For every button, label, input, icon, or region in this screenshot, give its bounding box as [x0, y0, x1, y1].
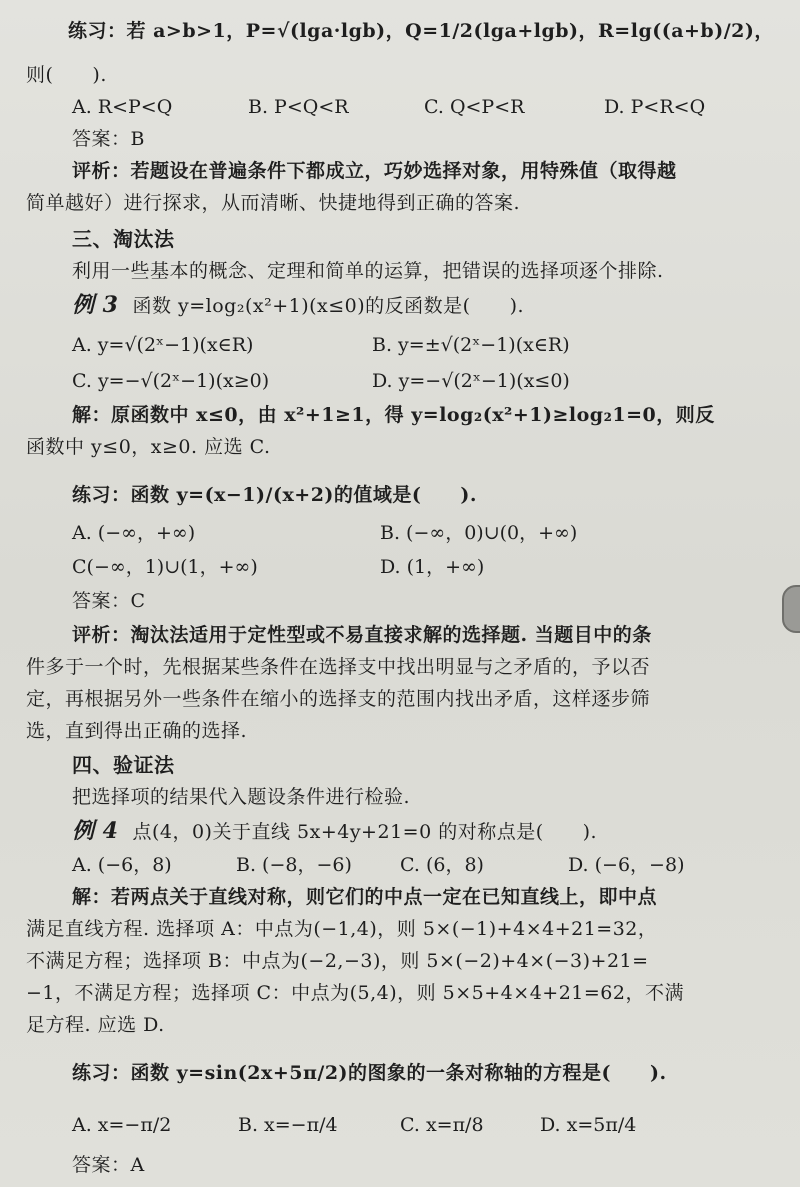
solution-4-line-3: 不满足方程；选择项 B：中点为(−2,−3)，则 5×(−2)+4×(−3)+21= [26, 950, 649, 972]
analysis-1-line-2: 简单越好）进行探求，从而清晰、快捷地得到正确的答案. [26, 192, 521, 214]
example-4-question [72, 818, 597, 845]
example-3-question [72, 292, 524, 319]
section-4-heading: 四、验证法 [72, 753, 175, 777]
analysis-2-line-2: 件多于一个时，先根据某些条件在选择支中找出明显与之矛盾的，予以否 [26, 656, 651, 678]
analysis-2-line-3: 定，再根据另外一些条件在缩小的选择支的范围内找出矛盾，这样逐步筛 [26, 688, 651, 710]
answer-1: 答案：B [72, 128, 145, 150]
section-3-heading: 三、淘汰法 [72, 227, 175, 251]
section-3-description: 利用一些基本的概念、定理和简单的运算，把错误的选择项逐个排除. [72, 260, 664, 282]
option-b: B. (−8，−6) [236, 854, 352, 876]
answer-3: 答案：A [72, 1154, 145, 1176]
option-d: D. x=5π/4 [540, 1114, 637, 1136]
section-4-description: 把选择项的结果代入题设条件进行检验. [72, 786, 411, 808]
option-a: A. x=−π/2 [72, 1114, 172, 1136]
option-b: B. y=±√(2ˣ−1)(x∈R) [372, 334, 570, 356]
option-a: A. R<P<Q [72, 96, 173, 118]
solution-4-line-2: 满足直线方程. 选择项 A：中点为(−1,4)，则 5×(−1)+4×4+21=32， [26, 918, 658, 940]
solution-3-line-2: 函数中 y≤0，x≥0. 应选 C. [26, 436, 271, 458]
analysis-2-line-4: 选，直到得出正确的选择. [26, 720, 248, 742]
practice-1-question-cont: 则( ). [26, 64, 107, 86]
option-b: B. x=−π/4 [238, 1114, 338, 1136]
option-d: D. (1，+∞) [380, 556, 485, 578]
practice-2-question: 练习：函数 y=(x−1)/(x+2)的值域是( ). [72, 484, 478, 506]
practice-3-question: 练习：函数 y=sin(2x+5π/2)的图象的一条对称轴的方程是( ). [72, 1062, 667, 1084]
solution-4-line-4: −1，不满足方程；选择项 C：中点为(5,4)，则 5×5+4×4+21=62，不满 [26, 982, 684, 1004]
solution-3-line-1: 解：原函数中 x≤0，由 x²+1≥1，得 y=log₂(x²+1)≥log₂1=0，则反 [72, 404, 715, 426]
practice-1-question: 练习：若 a>b>1，P=√(lga·lgb)，Q=1/2(lga+lgb)，R=lg((a+b)/2)， [68, 20, 774, 42]
option-c: C. Q<P<R [424, 96, 525, 118]
option-a: A. y=√(2ˣ−1)(x∈R) [72, 334, 254, 356]
option-b: B. P<Q<R [248, 96, 349, 118]
answer-2: 答案：C [72, 590, 146, 612]
option-a: A. (−∞，+∞) [72, 522, 196, 544]
option-a: A. (−6，8) [72, 854, 172, 876]
example-4-text: 点(4，0)关于直线 5x+4y+21=0 的对称点是( ). [132, 821, 598, 843]
option-d: D. P<R<Q [604, 96, 706, 118]
option-d: D. (−6，−8) [568, 854, 685, 876]
option-c: C(−∞，1)∪(1，+∞) [72, 556, 258, 578]
page-edge-tab [782, 585, 800, 633]
option-b: B. (−∞，0)∪(0，+∞) [380, 522, 578, 544]
solution-4-line-5: 足方程. 应选 D. [26, 1014, 165, 1036]
example-3-tag: 例 3 [72, 292, 119, 318]
example-4-tag: 例 4 [72, 818, 119, 844]
option-c: C. (6，8) [400, 854, 484, 876]
option-d: D. y=−√(2ˣ−1)(x≤0) [372, 370, 570, 392]
example-3-text: 函数 y=log₂(x²+1)(x≤0)的反函数是( ). [132, 295, 525, 317]
option-c: C. x=π/8 [400, 1114, 484, 1136]
solution-4-line-1: 解：若两点关于直线对称，则它们的中点一定在已知直线上，即中点 [72, 886, 658, 908]
analysis-2-line-1: 评析：淘汰法适用于定性型或不易直接求解的选择题. 当题目中的条 [72, 624, 652, 646]
option-c: C. y=−√(2ˣ−1)(x≥0) [72, 370, 270, 392]
analysis-1-line-1: 评析：若题设在普遍条件下都成立，巧妙选择对象，用特殊值（取得越 [72, 160, 677, 182]
